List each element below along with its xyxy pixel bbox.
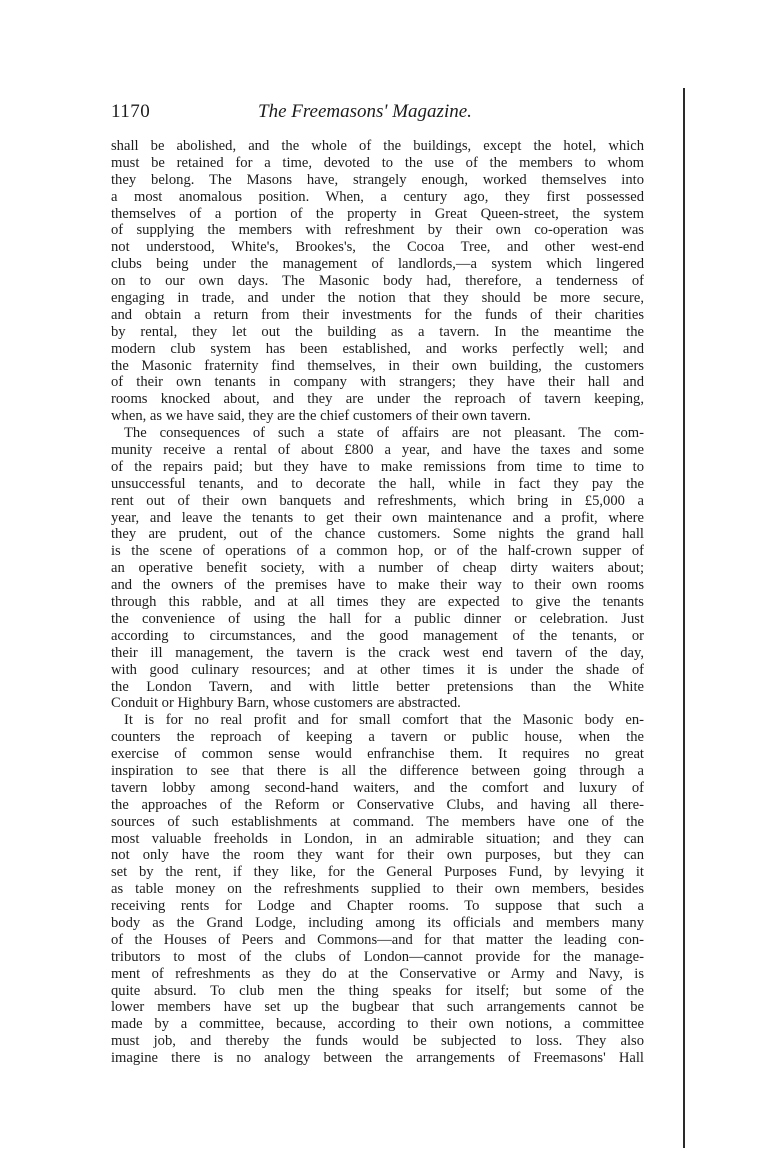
- text-line: ment of refreshments as they do at the Conservative or Army and Navy, is: [111, 965, 644, 982]
- page-number: 1170: [111, 101, 151, 122]
- text-line: The consequences of such a state of affairs are not pleasant. The com-: [124, 425, 644, 442]
- text-line: quite absurd. To club men the thing speaks for itself; but some of the: [111, 982, 644, 999]
- text-line: set by the rent, if they like, for the General Purposes Fund, by levying it: [111, 864, 644, 881]
- text-line: a most anomalous position. When, a century ago, they first possessed: [111, 188, 644, 205]
- text-line: tributors to most of the clubs of London—cannot provide for the manage-: [111, 948, 644, 965]
- text-line: and obtain a return from their investments for the funds of their charities: [111, 306, 644, 323]
- text-line: made by a committee, because, according to their own notions, a committee: [111, 1016, 644, 1033]
- text-line: on to our own days. The Masonic body had, therefore, a tenderness of: [111, 273, 644, 290]
- text-line: with good culinary resources; and at other times it is under the shade of: [111, 661, 644, 678]
- text-line: most valuable freeholds in London, in an admirable situation; and they can: [111, 830, 644, 847]
- text-line: counters the reproach of keeping a tavern or public house, when the: [111, 729, 644, 746]
- text-line: of the Houses of Peers and Commons—and for that matter the leading con-: [111, 931, 644, 948]
- text-line: of supplying the members with refreshment by their own co-operation was: [111, 222, 644, 239]
- text-line: shall be abolished, and the whole of the buildings, except the hotel, which: [111, 138, 644, 154]
- text-line: engaging in trade, and under the notion that they should be more secure,: [111, 290, 644, 307]
- text-line: modern club system has been established, and works perfectly well; and: [111, 340, 644, 357]
- text-line: and the owners of the premises have to make their way to their own rooms: [111, 577, 644, 594]
- text-line: the approaches of the Reform or Conservative Clubs, and having all there-: [111, 796, 644, 813]
- text-line: their ill management, the tavern is the crack west end tavern of the day,: [111, 644, 644, 661]
- text-line: rooms knocked about, and they are under the reproach of tavern keeping,: [111, 391, 644, 408]
- page-edge-rule: [683, 88, 685, 1148]
- text-line: munity receive a rental of about £800 a year, and have the taxes and some: [111, 442, 644, 459]
- text-line: receiving rents for Lodge and Chapter rooms. To suppose that such a: [111, 898, 644, 915]
- text-line: an operative benefit society, with a number of cheap dirty waiters about;: [111, 560, 644, 577]
- text-line: the convenience of using the hall for a public dinner or celebration. Just: [111, 610, 644, 627]
- text-line: It is for no real profit and for small comfort that the Masonic body en-: [124, 712, 644, 729]
- text-line: they belong. The Masons have, strangely enough, worked themselves into: [111, 171, 644, 188]
- text-line: themselves of a portion of the property in Great Queen-street, the system: [111, 205, 644, 222]
- text-line: exercise of common sense would enfranchise them. It requires no great: [111, 746, 644, 763]
- text-line: is the scene of operations of a common hop, or of the half-crown supper of: [111, 543, 644, 560]
- text-line: they are prudent, out of the chance customers. Some nights the grand hall: [111, 526, 644, 543]
- text-line: not understood, White's, Brookes's, the Cocoa Tree, and other west-end: [111, 239, 644, 256]
- text-line: tavern lobby among second-hand waiters, and the comfort and luxury of: [111, 779, 644, 796]
- running-title: The Freemasons' Magazine.: [258, 101, 472, 122]
- text-line: of their own tenants in company with strangers; they have their hall and: [111, 374, 644, 391]
- text-line: rent out of their own banquets and refreshments, which bring in £5,000 a: [111, 492, 644, 509]
- text-line: inspiration to see that there is all the difference between going through a: [111, 762, 644, 779]
- text-line: of the repairs paid; but they have to make remissions from time to time to: [111, 458, 644, 475]
- text-line: the London Tavern, and with little better pretensions than the White: [111, 678, 644, 695]
- text-line: must be retained for a time, devoted to the use of the members to whom: [111, 154, 644, 171]
- text-line: not only have the room they want for their own purposes, but they can: [111, 847, 644, 864]
- text-line: as table money on the refreshments supplied to their own members, besides: [111, 881, 644, 898]
- text-line: sources of such establishments at command. The members have one of the: [111, 813, 644, 830]
- text-line: clubs being under the management of landlords,—a system which lingered: [111, 256, 644, 273]
- article-text-column: [111, 138, 644, 1067]
- text-line: the Masonic fraternity find themselves, in their own building, the customers: [111, 357, 644, 374]
- text-line: lower members have set up the bugbear that such arrangements cannot be: [111, 999, 644, 1016]
- text-line: through this rabble, and at all times they are expected to give the tenants: [111, 594, 644, 611]
- text-line: must job, and thereby the funds would be subjected to loss. They also: [111, 1033, 644, 1050]
- text-line: year, and leave the tenants to get their own maintenance and a profit, where: [111, 509, 644, 526]
- text-line: according to circumstances, and the good management of the tenants, or: [111, 627, 644, 644]
- text-line: imagine there is no analogy between the arrangements of Freemasons' Hall: [111, 1050, 644, 1067]
- text-line: Conduit or Highbury Barn, whose customers are abstracted.: [111, 695, 461, 712]
- text-line: when, as we have said, they are the chief customers of their own tavern.: [111, 408, 531, 425]
- text-line: unsuccessful tenants, and to decorate the hall, while in fact they pay the: [111, 475, 644, 492]
- text-line: body as the Grand Lodge, including among its officials and members many: [111, 914, 644, 931]
- text-line: by rental, they let out the building as a tavern. In the meantime the: [111, 323, 644, 340]
